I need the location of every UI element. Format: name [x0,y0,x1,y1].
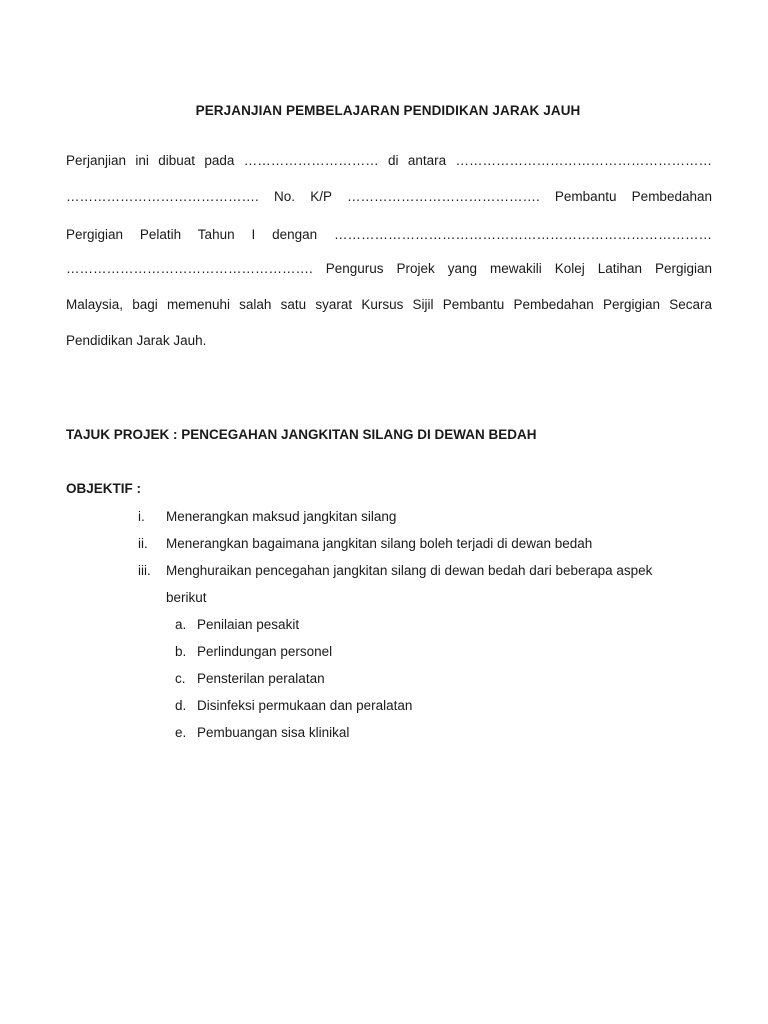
sub-item [175,617,299,632]
document-title: PERJANJIAN PEMBELAJARAN PENDIDIKAN JARAK JAUH [195,103,581,118]
sub-item-text: Pensterilan peralatan [197,671,325,686]
objective-item [138,563,652,578]
agreement-line-3: Pergigian Pelatih Tahun I dengan ………………………………………………………………………… [66,227,712,242]
objective-item [138,509,396,524]
objective-text: Menerangkan bagaimana jangkitan silang boleh terjadi di dewan bedah [166,536,593,551]
sub-item-text: Pembuangan sisa klinikal [197,725,350,740]
sub-item [175,698,412,713]
agreement-line-2: ……………………………………. No. K/P ……………………………………. Pembantu Pembedahan [66,189,712,204]
sub-item [175,644,332,659]
objective-number: iii. [138,563,151,578]
objective-number: i. [138,509,145,524]
sub-item-letter: b. [175,644,187,659]
sub-item-text: Perlindungan personel [197,644,333,659]
agreement-line-5: Malaysia, bagi memenuhi salah satu syarat Kursus Sijil Pembantu Pembedahan Pergigian Secara [66,297,712,312]
objective-label: OBJEKTIF : [66,481,142,496]
agreement-line-1: Perjanjian ini dibuat pada ………………………… di antara ………………………………………………… [66,153,712,168]
sub-item-letter: e. [175,725,187,740]
agreement-line-4: ………………………………………………. Pengurus Projek yang mewakili Kolej Latihan Pergigian [66,261,712,276]
objective-number: ii. [138,536,148,551]
sub-item [175,671,325,686]
objective-item [138,536,592,551]
sub-item-letter: a. [175,617,187,632]
sub-item [175,725,349,740]
project-title: TAJUK PROJEK : PENCEGAHAN JANGKITAN SILANG DI DEWAN BEDAH [66,427,537,442]
sub-item-text: Disinfeksi permukaan dan peralatan [197,698,413,713]
objective-text: Menerangkan maksud jangkitan silang [166,509,397,524]
sub-item-text: Penilaian pesakit [197,617,300,632]
sub-item-letter: c. [175,671,186,686]
sub-item-letter: d. [175,698,187,713]
objective-continuation: berikut [166,590,207,605]
objective-text: Menghuraikan pencegahan jangkitan silang di dewan bedah dari beberapa aspek [166,563,653,578]
agreement-line-6: Pendidikan Jarak Jauh. [66,333,207,348]
